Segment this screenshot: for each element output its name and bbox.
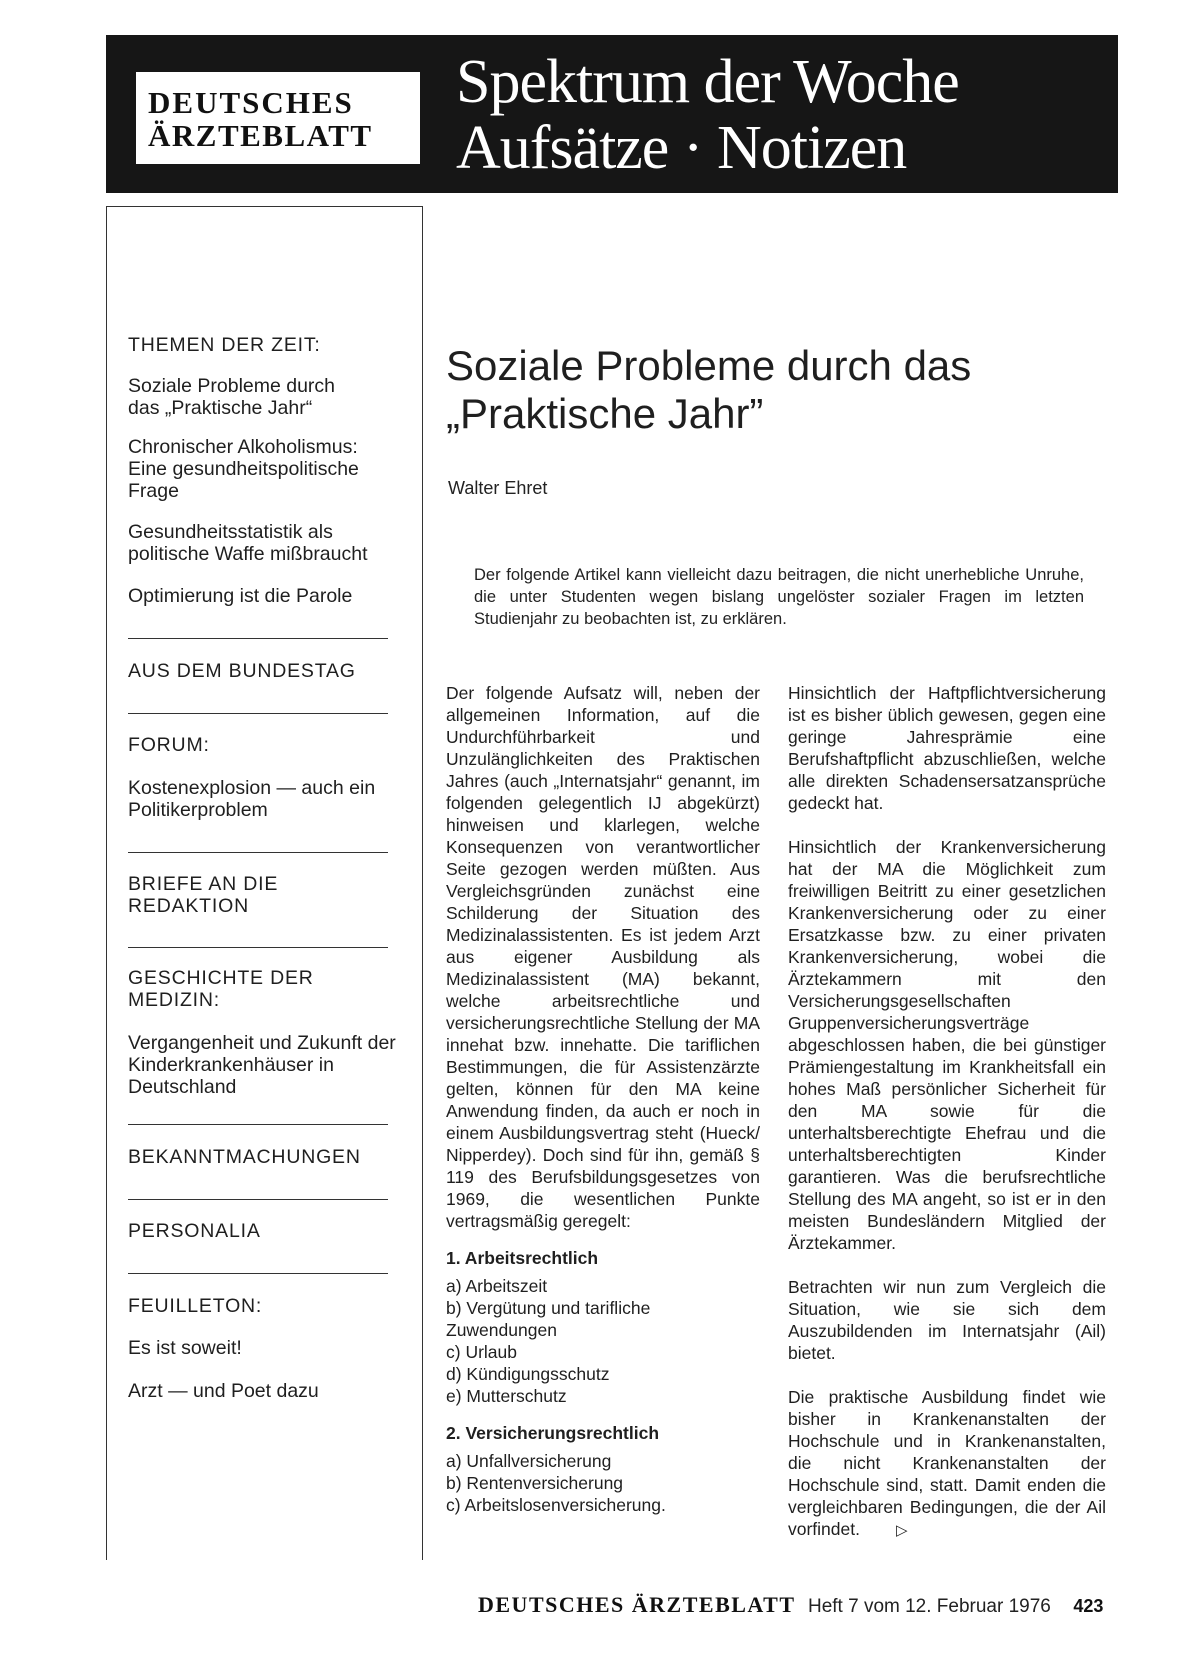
header-banner — [106, 35, 1118, 193]
list — [446, 1450, 760, 1516]
page-number: 423 — [1073, 1596, 1104, 1616]
body-paragraph: Hinsichtlich der Haftpflichtversicherung ist es bisher üblich gewesen, gegen eine geringe Jahresprämie eine Berufshaftpflicht abzuschließen, welche alle direkten Schadensersatzansprüche gedeckt hat. — [788, 683, 1106, 813]
list-item: c) Arbeitslosenversicherung. — [446, 1495, 666, 1515]
page-footer — [478, 1592, 1103, 1618]
sidebar-heading-themen: THEMEN DER ZEIT: — [128, 334, 321, 356]
logo-line-1: DEUTSCHES — [148, 85, 354, 120]
sidebar-item: Kostenexplosion — auch ein Politikerproblem — [128, 777, 376, 821]
sidebar-heading-forum: FORUM: — [128, 734, 210, 756]
sidebar-heading-briefe: BRIEFE AN DIE REDAKTION — [128, 873, 279, 917]
list-item: b) Vergütung und tarifliche Zuwendungen — [446, 1298, 651, 1340]
article-column-2 — [788, 682, 1106, 1542]
sidebar-item: Vergangenheit und Zukunft der Kinderkrankenhäuser in Deutschland — [128, 1032, 396, 1098]
sidebar-divider — [128, 1273, 388, 1274]
continue-arrow-icon: ▷ — [895, 1522, 908, 1539]
sidebar-heading-feuilleton: FEUILLETON: — [128, 1295, 263, 1317]
banner-title-line-1: Spektrum der Woche — [456, 48, 959, 116]
logo — [136, 72, 420, 164]
list-item: b) Rentenversicherung — [446, 1473, 624, 1493]
sidebar-item: Es ist soweit! — [128, 1337, 242, 1359]
sidebar-divider — [128, 1124, 388, 1125]
sidebar-item: Soziale Probleme durch das „Praktische Jahr“ — [128, 375, 336, 419]
list-item: a) Unfallversicherung — [446, 1451, 612, 1471]
sidebar-divider — [128, 947, 388, 948]
article-column-1 — [446, 682, 760, 1516]
body-paragraph — [788, 1386, 1106, 1542]
article-author: Walter Ehret — [448, 478, 548, 498]
sidebar-divider — [128, 852, 388, 853]
list-item: d) Kündigungsschutz — [446, 1364, 610, 1384]
body-paragraph: Der folgende Aufsatz will, neben der allgemeinen Information, auf die Undurchführbarkeit und Unzulänglichkeiten des Praktischen Jahres (auch „Internatsjahr“ genannt, im folgenden gelegentlich IJ abgekürzt) hinweisen und klarlegen, welche Konsequenzen von verantwortlicher Seite gezogen werden müßten. Aus Vergleichsgründen zunächst eine Schilderung der Situation des Medizinalassistenten. Es ist jedem Arzt aus eigener Ausbildung als Medizinalassistent (MA) bekannt, welche arbeitsrechtliche und versicherungsrechtliche Stellung der MA innehat bzw. innehatte. Die tariflichen Bestimmungen, die für Assistenzärzte gelten, können für den MA keine Anwendung finden, da auch er noch in einem Ausbildungsvertrag steht (Hueck/ Nipperdey). Doch sind für ihn, gemäß § 119 des Berufsbildungsgesetzes von 1969, die wesentlichen Punkte vertragsmäßig geregelt: — [446, 683, 760, 1231]
sidebar-item: Chronischer Alkoholismus: Eine gesundheitspolitische Frage — [128, 436, 359, 502]
body-paragraph: Betrachten wir nun zum Vergleich die Situation, wie sie sich dem Auszubildenden im Internatsjahr (Ail) bietet. — [788, 1277, 1106, 1363]
subheading: 2. Versicherungsrechtlich — [446, 1423, 660, 1443]
banner-title-line-2: Aufsätze · Notizen — [456, 114, 907, 182]
sidebar-item: Gesundheitsstatistik als politische Waffe mißbraucht — [128, 521, 368, 565]
sidebar-divider — [128, 713, 388, 714]
list-item: a) Arbeitszeit — [446, 1276, 548, 1296]
sidebar-item: Arzt — und Poet dazu — [128, 1380, 319, 1402]
sidebar-heading-bundestag: AUS DEM BUNDESTAG — [128, 660, 356, 682]
sidebar-heading-bekanntmachungen: BEKANNTMACHUNGEN — [128, 1146, 361, 1168]
body-text: Die praktische Ausbildung findet wie bisher in Krankenanstalten der Hochschule und in Krankenanstalten, die nicht Krankenanstalten der Hochschule sind, statt. Damit enden die vergleichbaren Bedingungen, die der Ail vorfindet. — [788, 1387, 1106, 1539]
footer-publication: DEUTSCHES ÄRZTEBLATT — [478, 1592, 796, 1617]
article-title: Soziale Probleme durch das „Praktische Jahr” — [446, 342, 972, 437]
logo-line-2: ÄRZTEBLATT — [148, 118, 373, 153]
body-paragraph: Hinsichtlich der Krankenversicherung hat der MA die Möglichkeit zum freiwilligen Beitritt zu einer gesetzlichen Krankenversicherung oder zu einer Ersatzkasse bzw. zu einer privaten Krankenversicherung, wobei die Ärztekammern mit den Versicherungsgesellschaften Gruppenversicherungsverträge abgeschlossen haben, die bei günstiger Prämiengestaltung im Krankheitsfall ein hohes Maß persönlicher Sicherheit für den MA sowie für die unterhaltsberechtigte Ehefrau und die unterhaltsberechtigten Kinder garantieren. Was die berufsrechtliche Stellung des MA angeht, so ist er in den meisten Bundesländern Mitglied der Ärztekammer. — [788, 837, 1106, 1253]
sidebar-heading-personalia: PERSONALIA — [128, 1220, 261, 1242]
sidebar-item: Optimierung ist die Parole — [128, 585, 353, 607]
sidebar-divider — [128, 1199, 388, 1200]
footer-issue: Heft 7 vom 12. Februar 1976 — [807, 1596, 1051, 1617]
sidebar-heading-geschichte: GESCHICHTE DER MEDIZIN: — [128, 967, 314, 1011]
list-item: c) Urlaub — [446, 1342, 517, 1362]
list-item: e) Mutterschutz — [446, 1386, 567, 1406]
sidebar-divider — [128, 638, 388, 639]
banner-title — [456, 49, 959, 181]
list — [446, 1275, 760, 1407]
article-intro: Der folgende Artikel kann vielleicht dazu beitragen, die nicht unerhebliche Unruhe, die unter Studenten wegen bislang ungelöster sozialer Fragen im letzten Studienjahr zu beobachten ist, zu erklären. — [474, 566, 1084, 628]
subheading: 1. Arbeitsrechtlich — [446, 1248, 599, 1268]
